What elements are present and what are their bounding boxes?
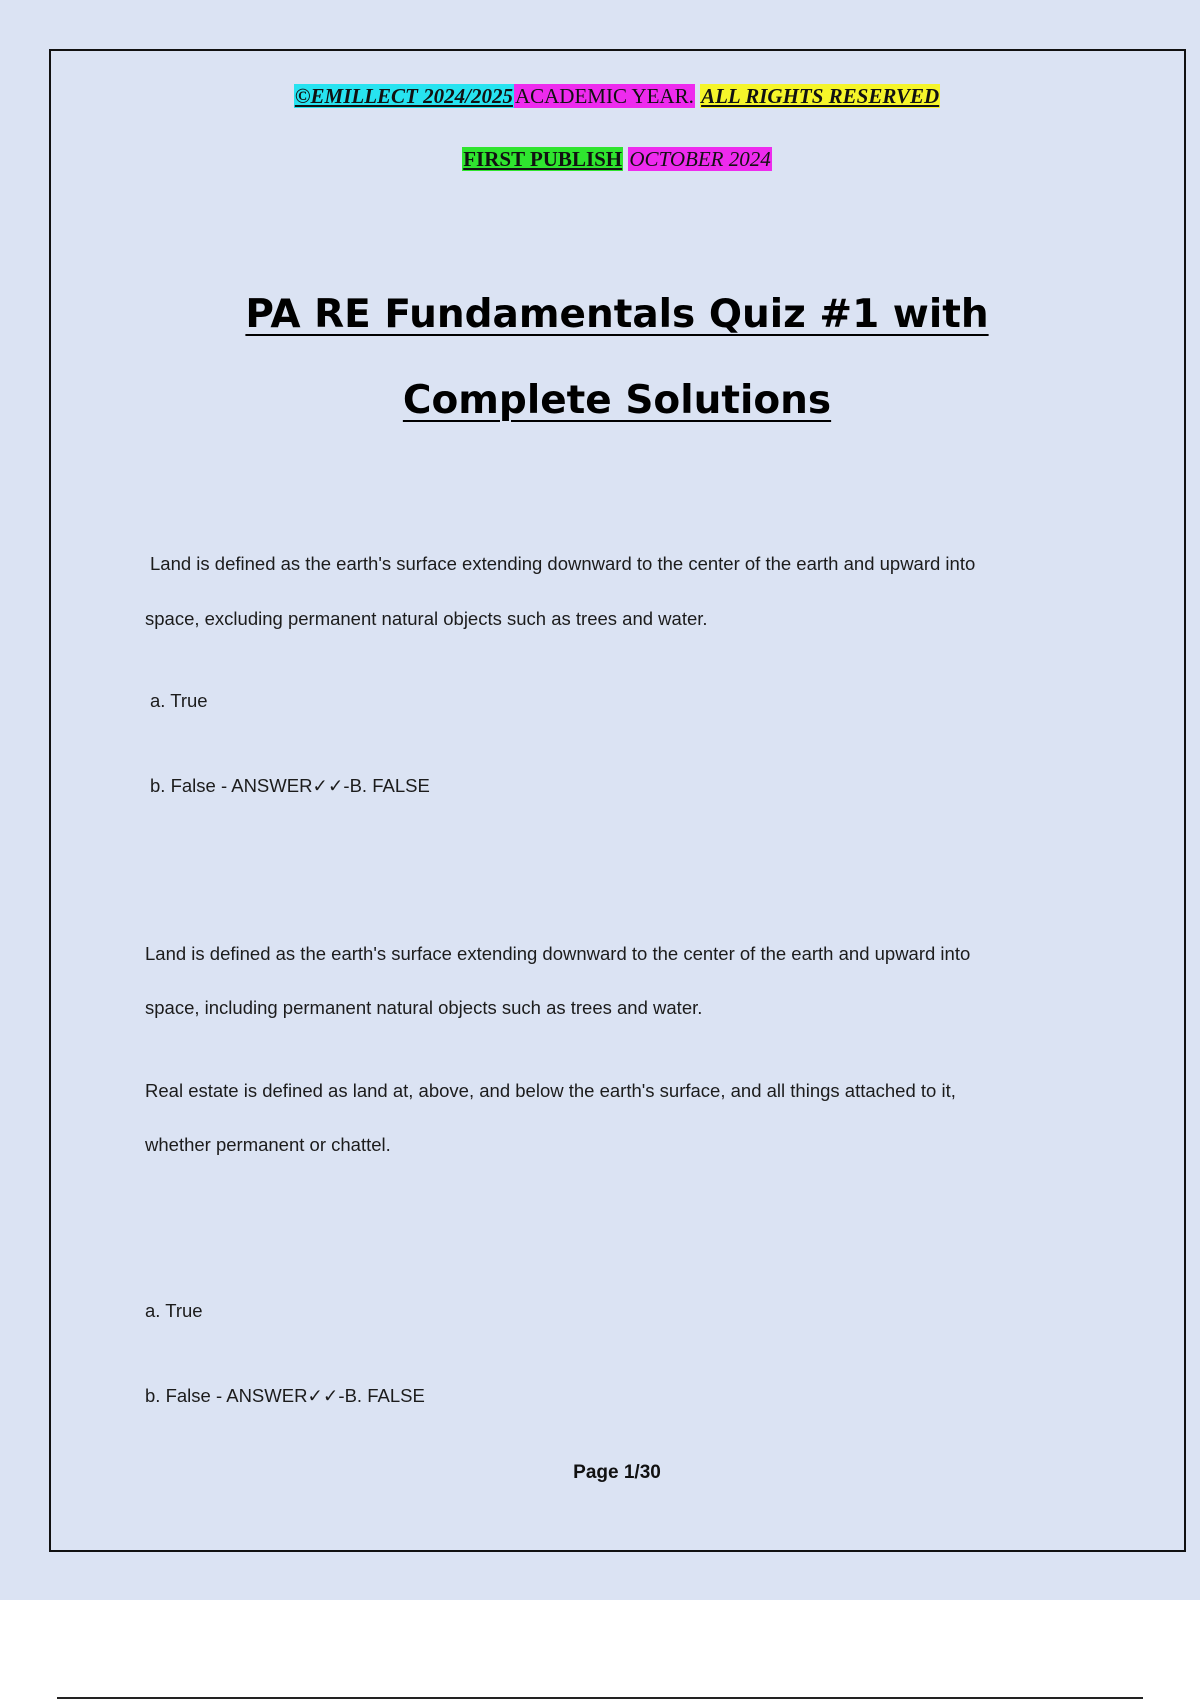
question-1-line2: space, excluding permanent natural objects such as trees and water. <box>145 608 708 629</box>
question-3-option-b: b. False - ANSWER✓✓-B. FALSE <box>145 1385 425 1406</box>
question-2-line1: Land is defined as the earth's surface extending downward to the center of the earth and upward into <box>145 943 971 964</box>
question-3-option-a: a. True <box>145 1300 203 1321</box>
question-2-line2: space, including permanent natural objects such as trees and water. <box>145 997 703 1018</box>
next-page-rule <box>57 1697 1143 1699</box>
rights-reserved-text: ALL RIGHTS RESERVED <box>701 84 940 108</box>
question-3-line1: Real estate is defined as land at, above, and below the earth's surface, and all things attached to it, <box>145 1080 956 1101</box>
copyright-header <box>0 84 1200 109</box>
question-1-option-a: a. True <box>150 690 208 711</box>
question-3-line2: whether permanent or chattel. <box>145 1134 391 1155</box>
copyright-text: ©EMILLECT 2024/2025 <box>294 84 513 108</box>
page-border <box>49 49 1186 1552</box>
question-1-option-b: b. False - ANSWER✓✓-B. FALSE <box>150 775 430 796</box>
page-number: Page 1/30 <box>573 1462 661 1483</box>
document-title-line1: PA RE Fundamentals Quiz #1 with <box>245 292 989 337</box>
question-1-line1: Land is defined as the earth's surface extending downward to the center of the earth and upward into <box>150 553 976 574</box>
first-publish-text: FIRST PUBLISH <box>463 147 623 171</box>
academic-year-text: ACADEMIC YEAR. <box>514 84 694 108</box>
publish-header <box>0 147 1200 172</box>
publish-date-text: OCTOBER 2024 <box>629 147 771 171</box>
document-title-line2: Complete Solutions <box>402 378 832 423</box>
